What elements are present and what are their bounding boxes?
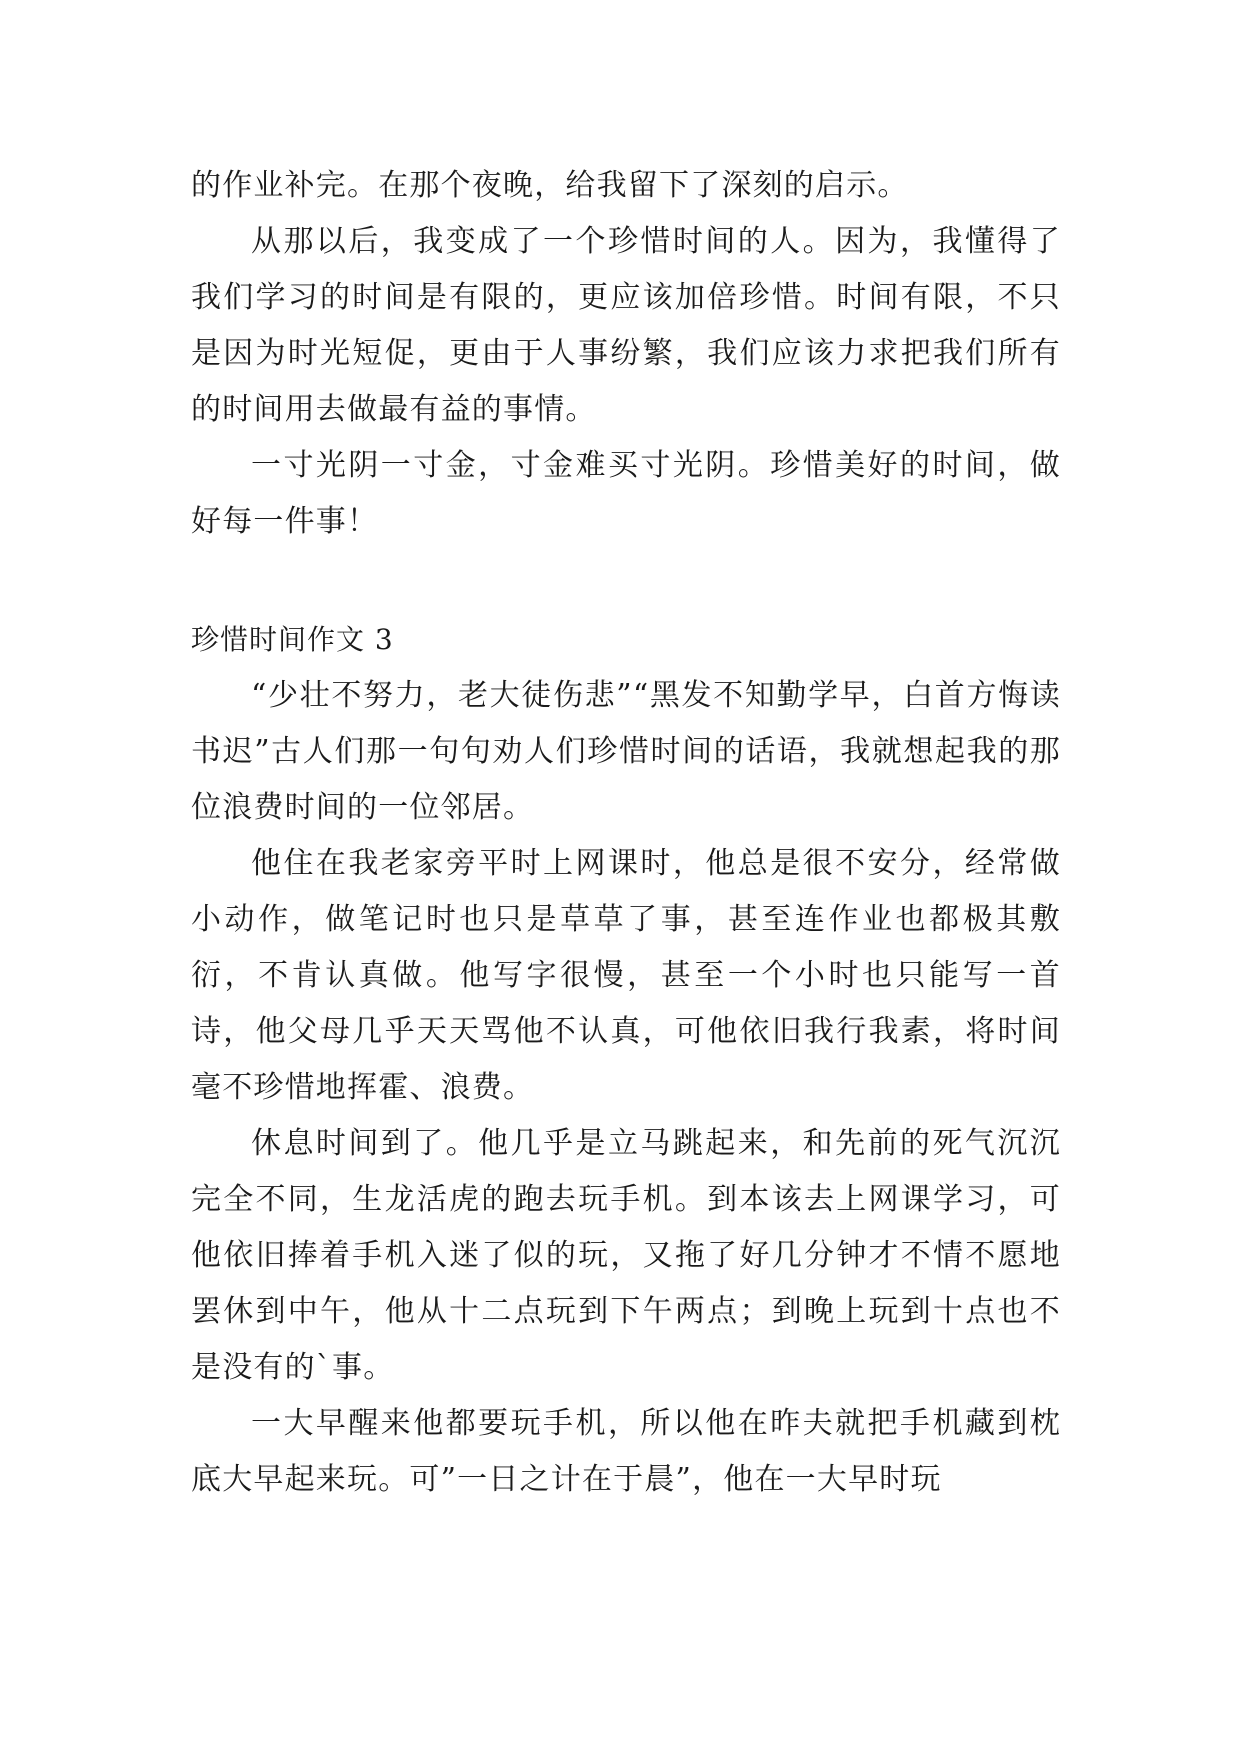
- paragraph: 一大早醒来他都要玩手机，所以他在昨夫就把手机藏到枕底大早起来玩。可”一日之计在于晨”，他在一大早时玩: [191, 1406, 1061, 1497]
- paragraph: 他住在我老家旁平时上网课时，他总是很不安分，经常做小动作，做笔记时也只是草草了事，甚至连作业也都极其敷衍，不肯认真做。他写字很慢，甚至一个小时也只能写一首诗，他父母几乎天天骂他不认真，可他依旧我行我素，将时间毫不珍惜地挥霍、浪费。: [191, 846, 1061, 1105]
- section-heading: 珍惜时间作文 3: [191, 623, 394, 656]
- document-body: [191, 158, 1061, 1508]
- paragraph: 休息时间到了。他几乎是立马跳起来，和先前的死气沉沉完全不同，生龙活虎的跑去玩手机。到本该去上网课学习，可他依旧捧着手机入迷了似的玩，又拖了好几分钟才不情不愿地罢休到中午，他从十二点玩到下午两点；到晚上玩到十点也不是没有的`事。: [191, 1126, 1061, 1385]
- paragraph-continuation: 的作业补完。在那个夜晚，给我留下了深刻的启示。: [191, 168, 909, 203]
- paragraph: 一寸光阴一寸金，寸金难买寸光阴。珍惜美好的时间，做好每一件事！: [191, 448, 1061, 539]
- paragraph: “少壮不努力，老大徒伤悲”“黑发不知勤学早，白首方悔读书迟”古人们那一句句劝人们珍惜时间的话语，我就想起我的那位浪费时间的一位邻居。: [191, 678, 1061, 825]
- section-gap: [191, 550, 1061, 612]
- paragraph: 从那以后，我变成了一个珍惜时间的人。因为，我懂得了我们学习的时间是有限的，更应该加倍珍惜。时间有限，不只是因为时光短促，更由于人事纷繁，我们应该力求把我们所有的时间用去做最有益的事情。: [191, 224, 1061, 427]
